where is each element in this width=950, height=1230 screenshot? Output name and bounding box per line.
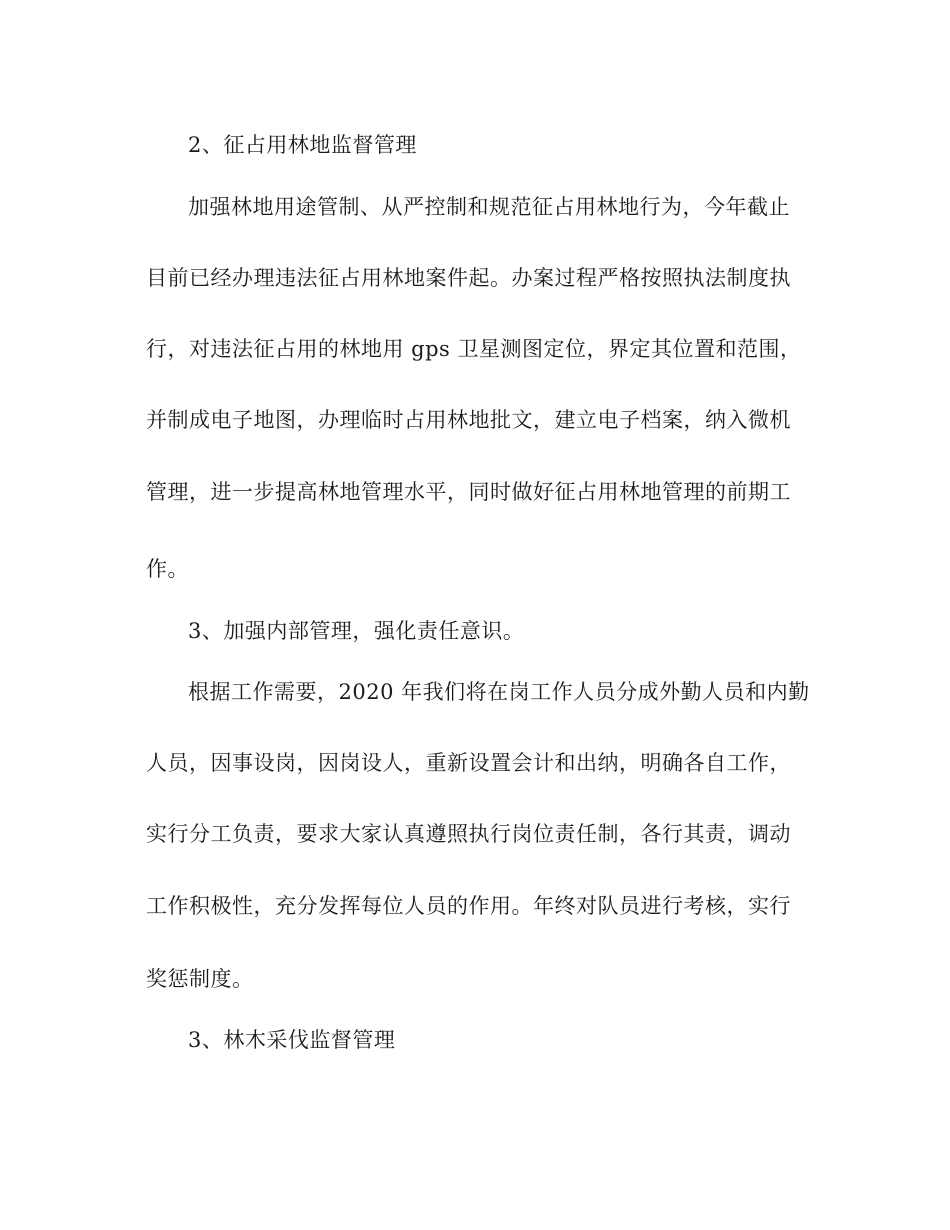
paragraph-line: 并制成电子地图，办理临时占用林地批文，建立电子档案，纳入微机 xyxy=(146,408,791,432)
paragraph-line: 管理，进一步提高林地管理水平，同时做好征占用林地管理的前期工 xyxy=(146,480,791,504)
paragraph-line: 工作积极性，充分发挥每位人员的作用。年终对队员进行考核，实行 xyxy=(146,894,791,918)
section-heading-logging-supervision: 3、林木采伐监督管理 xyxy=(188,1028,396,1052)
paragraph-line: 根据工作需要，2020 年我们将在岗工作人员分成外勤人员和内勤 xyxy=(188,680,810,704)
paragraph-line: 实行分工负责，要求大家认真遵照执行岗位责任制，各行其责，调动 xyxy=(146,822,791,846)
paragraph-line: 人员，因事设岗，因岗设人，重新设置会计和出纳，明确各自工作， xyxy=(146,751,791,775)
paragraph-line: 目前已经办理违法征占用林地案件起。办案过程严格按照执法制度执 xyxy=(146,266,791,290)
section-heading-internal-management: 3、加强内部管理，强化责任意识。 xyxy=(188,619,525,643)
paragraph-line: 作。 xyxy=(146,557,189,581)
paragraph-line: 加强林地用途管制、从严控制和规范征占用林地行为，今年截止 xyxy=(188,195,790,219)
paragraph-line: 行，对违法征占用的林地用 gps 卫星测图定位，界定其位置和范围， xyxy=(146,337,802,361)
paragraph-line: 奖惩制度。 xyxy=(146,967,254,991)
section-heading-land-occupation: 2、征占用林地监督管理 xyxy=(188,133,417,157)
